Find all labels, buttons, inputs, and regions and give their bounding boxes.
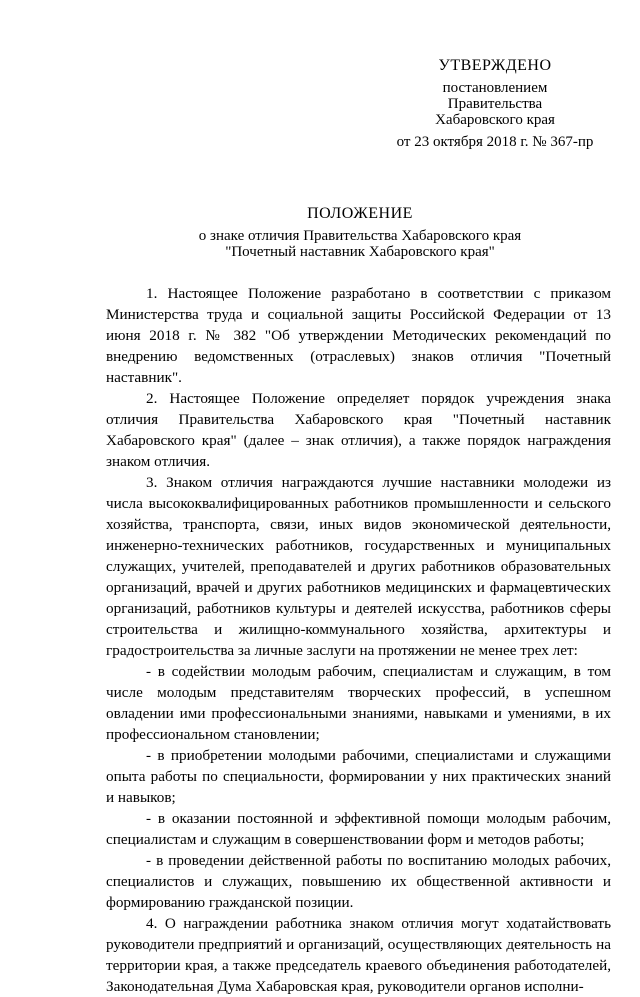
- approval-date: от 23 октября 2018 г. № 367-пр: [396, 134, 594, 150]
- paragraph: 3. Знаком отличия награждаются лучшие наставники молодежи из числа высококвалифицированных работников промышленности и сельского хозяйства, транспорта, связи, иных видов экономической деятельности, инженерно-технических работников, государственных и муниципальных служащих, учителей, преподавателей и других работников образовательных организаций, врачей и других работников медицинских и фармацевтических организаций, работников культуры и деятелей искусства, работников сферы строительства и жилищно-коммунального хозяйства, архитектуры и градостроительства за личные заслуги на протяжении не менее трех лет:: [106, 474, 611, 659]
- document-heading: ПОЛОЖЕНИЕ: [307, 205, 413, 222]
- paragraph: 1. Настоящее Положение разработано в соответствии с приказом Министерства труда и социальной защиты Российской Федерации от 13 июня 2018 г. № 382 "Об утверждении Методических рекомендаций по внедрению ведомственных (отраслевых) знаков отличия "Почетный наставник".: [106, 285, 611, 386]
- approval-line: Правительства: [447, 96, 543, 112]
- list-item: - в приобретении молодыми рабочими, специалистами и служащими опыта работы по специальности, формировании у них практических знаний и навыков;: [106, 747, 611, 806]
- document-title-block: [100, 206, 620, 260]
- document-subtitle: о знаке отличия Правительства Хабаровского края: [198, 228, 522, 244]
- document-name: "Почетный наставник Хабаровского края": [225, 244, 495, 260]
- approval-line: Хабаровского края: [435, 112, 555, 128]
- list-item: - в проведении действенной работы по воспитанию молодых рабочих, специалистов и служащих, повышению их общественной активности и формированию гражданской позиции.: [106, 852, 611, 911]
- paragraph: 4. О награждении работника знаком отличия могут ходатайствовать руководители предприятий и организаций, осуществляющих деятельность на территории края, а также председатель краевого объединения работодателей, Законодательная Дума Хабаровская края, руководители органов исполни-: [106, 915, 611, 995]
- approval-line: постановлением: [442, 80, 548, 96]
- approval-stamp: [380, 58, 610, 150]
- document-body: [106, 283, 611, 997]
- paragraph: 2. Настоящее Положение определяет порядок учреждения знака отличия Правительства Хабаровского края "Почетный наставник Хабаровского края" (далее – знак отличия), а также порядок награждения знаком отличия.: [106, 390, 611, 470]
- list-item: - в оказании постоянной и эффективной помощи молодым рабочим, специалистам и служащим в совершенствовании форм и методов работы;: [106, 810, 611, 848]
- approval-heading: УТВЕРЖДЕНО: [438, 57, 552, 74]
- list-item: - в содействии молодым рабочим, специалистам и служащим, в том числе молодым представителям творческих профессий, в успешном овладении ими профессиональными знаниями, навыками и умениями, в их профессиональном становлении;: [106, 663, 611, 743]
